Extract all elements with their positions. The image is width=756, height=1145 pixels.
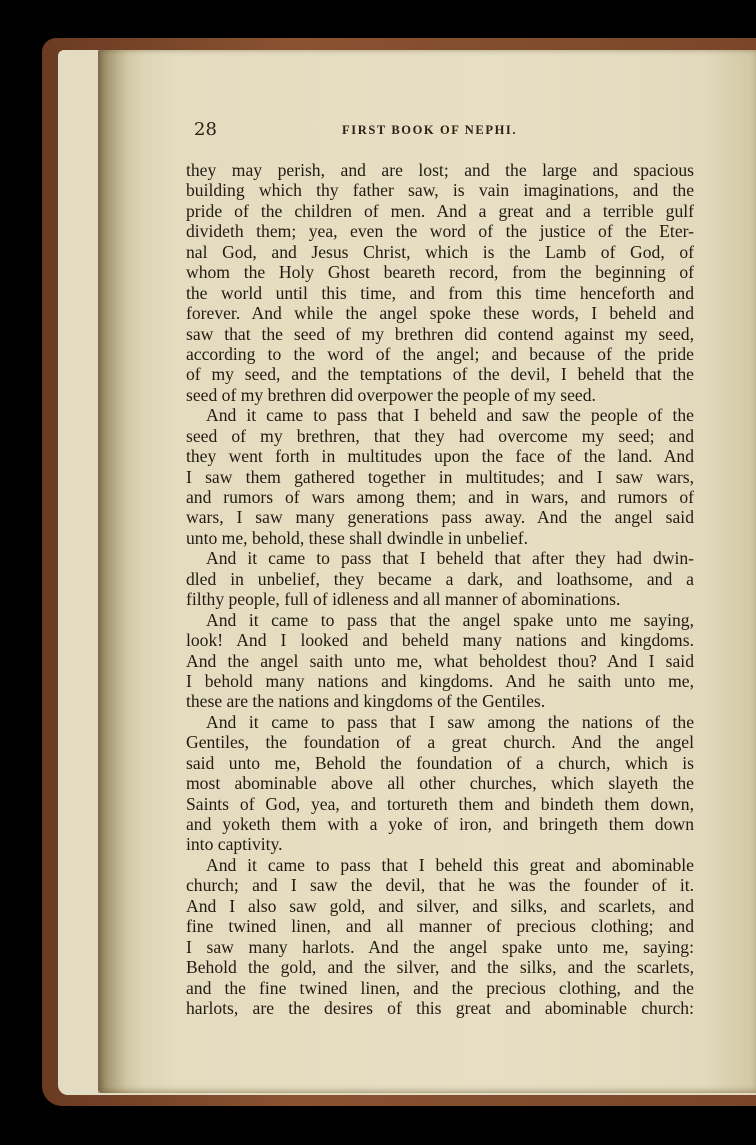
page-header (194, 119, 588, 143)
text-line: Saints of God, yea, and tortureth them and bindeth them down, (186, 793, 694, 814)
text-line: and the fine twined linen, and the precious clothing, and the (186, 977, 694, 998)
text-line: And it came to pass that I saw among the nations of the (206, 711, 694, 732)
text-line: they went forth in multitudes upon the face of the land. And (186, 446, 694, 467)
text-line: whom the Holy Ghost beareth record, from the beginning of (186, 262, 694, 283)
text-line: said unto me, Behold the foundation of a church, which is (186, 752, 694, 773)
text-line: and yoketh them with a yoke of iron, and bringeth them down (186, 814, 694, 834)
text-line: fine twined linen, and all manner of precious clothing; and (186, 916, 694, 937)
text-line: seed of my brethren, that they had overcome my seed; and (186, 425, 694, 446)
text-line: filthy people, full of idleness and all manner of abominations. (186, 589, 621, 610)
text-line: And I also saw gold, and silver, and silks, and scarlets, and (186, 895, 694, 916)
text-line: church; and I saw the devil, that he was the founder of it. (186, 875, 694, 896)
page-number: 28 (194, 119, 217, 140)
text-line: divideth them; yea, even the word of the justice of the Eter- (186, 221, 694, 242)
text-line: of my seed, and the temptations of the devil, I beheld that the (186, 364, 694, 385)
text-line: pride of the children of men. And a great and a terrible gulf (186, 200, 694, 221)
text-line: unto me, behold, these shall dwindle in unbelief. (186, 527, 529, 548)
text-line: and rumors of wars among them; and in wars, and rumors of (186, 487, 694, 507)
text-line: And it came to pass that the angel spake unto me saying, (206, 609, 694, 630)
text-line: And the angel saith unto me, what beholdest thou? And I said (186, 650, 694, 671)
text-line: they may perish, and are lost; and the large and spacious (186, 160, 694, 180)
text-line: I saw them gathered together in multitudes; and I saw wars, (186, 466, 694, 487)
text-line: And it came to pass that I beheld this great and abominable (206, 854, 694, 875)
text-line: most abominable above all other churches, which slayeth the (186, 773, 694, 794)
text-line: And it came to pass that I beheld and saw the people of the (206, 405, 694, 426)
text-line: into captivity. (186, 834, 283, 855)
text-line: these are the nations and kingdoms of the Gentiles. (186, 691, 546, 712)
text-line: building which thy father saw, is vain imaginations, and the (186, 180, 694, 201)
text-line: look! And I looked and beheld many nations and kingdoms. (186, 630, 694, 651)
text-line: wars, I saw many generations pass away. And the angel said (186, 507, 694, 528)
running-head: FIRST BOOK OF NEPHI. (342, 123, 518, 137)
text-line: according to the word of the angel; and because of the pride (186, 343, 694, 364)
text-line: And it came to pass that I beheld that after they had dwin- (206, 548, 694, 569)
text-line: Behold the gold, and the silver, and the silks, and the scarlets, (186, 957, 694, 978)
text-line: seed of my brethren did overpower the people of my seed. (186, 384, 596, 405)
page-gutter-shadow (98, 50, 128, 1093)
text-line: the world until this time, and from this time henceforth and (186, 282, 694, 303)
text-line: I behold many nations and kingdoms. And he saith unto me, (186, 670, 694, 691)
text-line: Gentiles, the foundation of a great church. And the angel (186, 732, 694, 753)
text-line: I saw many harlots. And the angel spake unto me, saying: (186, 936, 694, 957)
text-line: saw that the seed of my brethren did contend against my seed, (186, 323, 694, 344)
text-line: forever. And while the angel spoke these words, I beheld and (186, 303, 694, 324)
text-line: dled in unbelief, they became a dark, and loathsome, and a (186, 568, 694, 589)
text-line: harlots, are the desires of this great and abominable church: (186, 997, 694, 1018)
body-text (186, 160, 694, 1018)
text-line: nal God, and Jesus Christ, which is the Lamb of God, of (186, 241, 694, 262)
